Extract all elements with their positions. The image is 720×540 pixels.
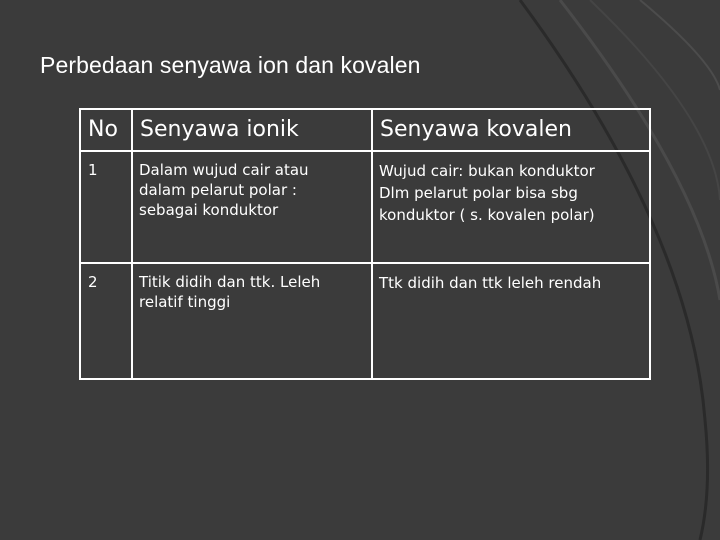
ionik-line: Dalam wujud cair atau (139, 161, 309, 179)
table-header-row (80, 109, 650, 151)
kovalen-line: Wujud cair: bukan konduktor (379, 162, 595, 180)
ionik-cell (132, 263, 372, 379)
header-no-label: No (88, 117, 118, 142)
ionik-line: sebagai konduktor (139, 201, 279, 219)
ionik-line: Titik didih dan ttk. Leleh (139, 273, 321, 291)
row-number-cell (80, 263, 132, 379)
row-number-cell (80, 151, 132, 263)
table-row (80, 151, 650, 263)
header-kovalen-label: Senyawa kovalen (380, 117, 572, 142)
kovalen-text (373, 152, 649, 226)
row-number: 2 (88, 273, 98, 291)
header-ionik-label: Senyawa ionik (140, 117, 299, 142)
row-number: 1 (88, 161, 98, 179)
kovalen-line: konduktor ( s. kovalen polar) (379, 206, 595, 224)
table-row (80, 263, 650, 379)
kovalen-line: Dlm pelarut polar bisa sbg (379, 184, 578, 202)
ionik-text (133, 264, 371, 312)
kovalen-cell (372, 263, 650, 379)
kovalen-text (373, 264, 649, 294)
kovalen-cell (372, 151, 650, 263)
slide-title: Perbedaan senyawa ion dan kovalen (40, 52, 421, 78)
comparison-table (79, 108, 651, 380)
kovalen-line: Ttk didih dan ttk leleh rendah (379, 274, 602, 292)
ionik-cell (132, 151, 372, 263)
ionik-line: dalam pelarut polar : (139, 181, 297, 199)
header-cell-kovalen (372, 109, 650, 151)
ionik-line: relatif tinggi (139, 293, 231, 311)
header-cell-no (80, 109, 132, 151)
header-cell-ionik (132, 109, 372, 151)
ionik-text (133, 152, 371, 220)
